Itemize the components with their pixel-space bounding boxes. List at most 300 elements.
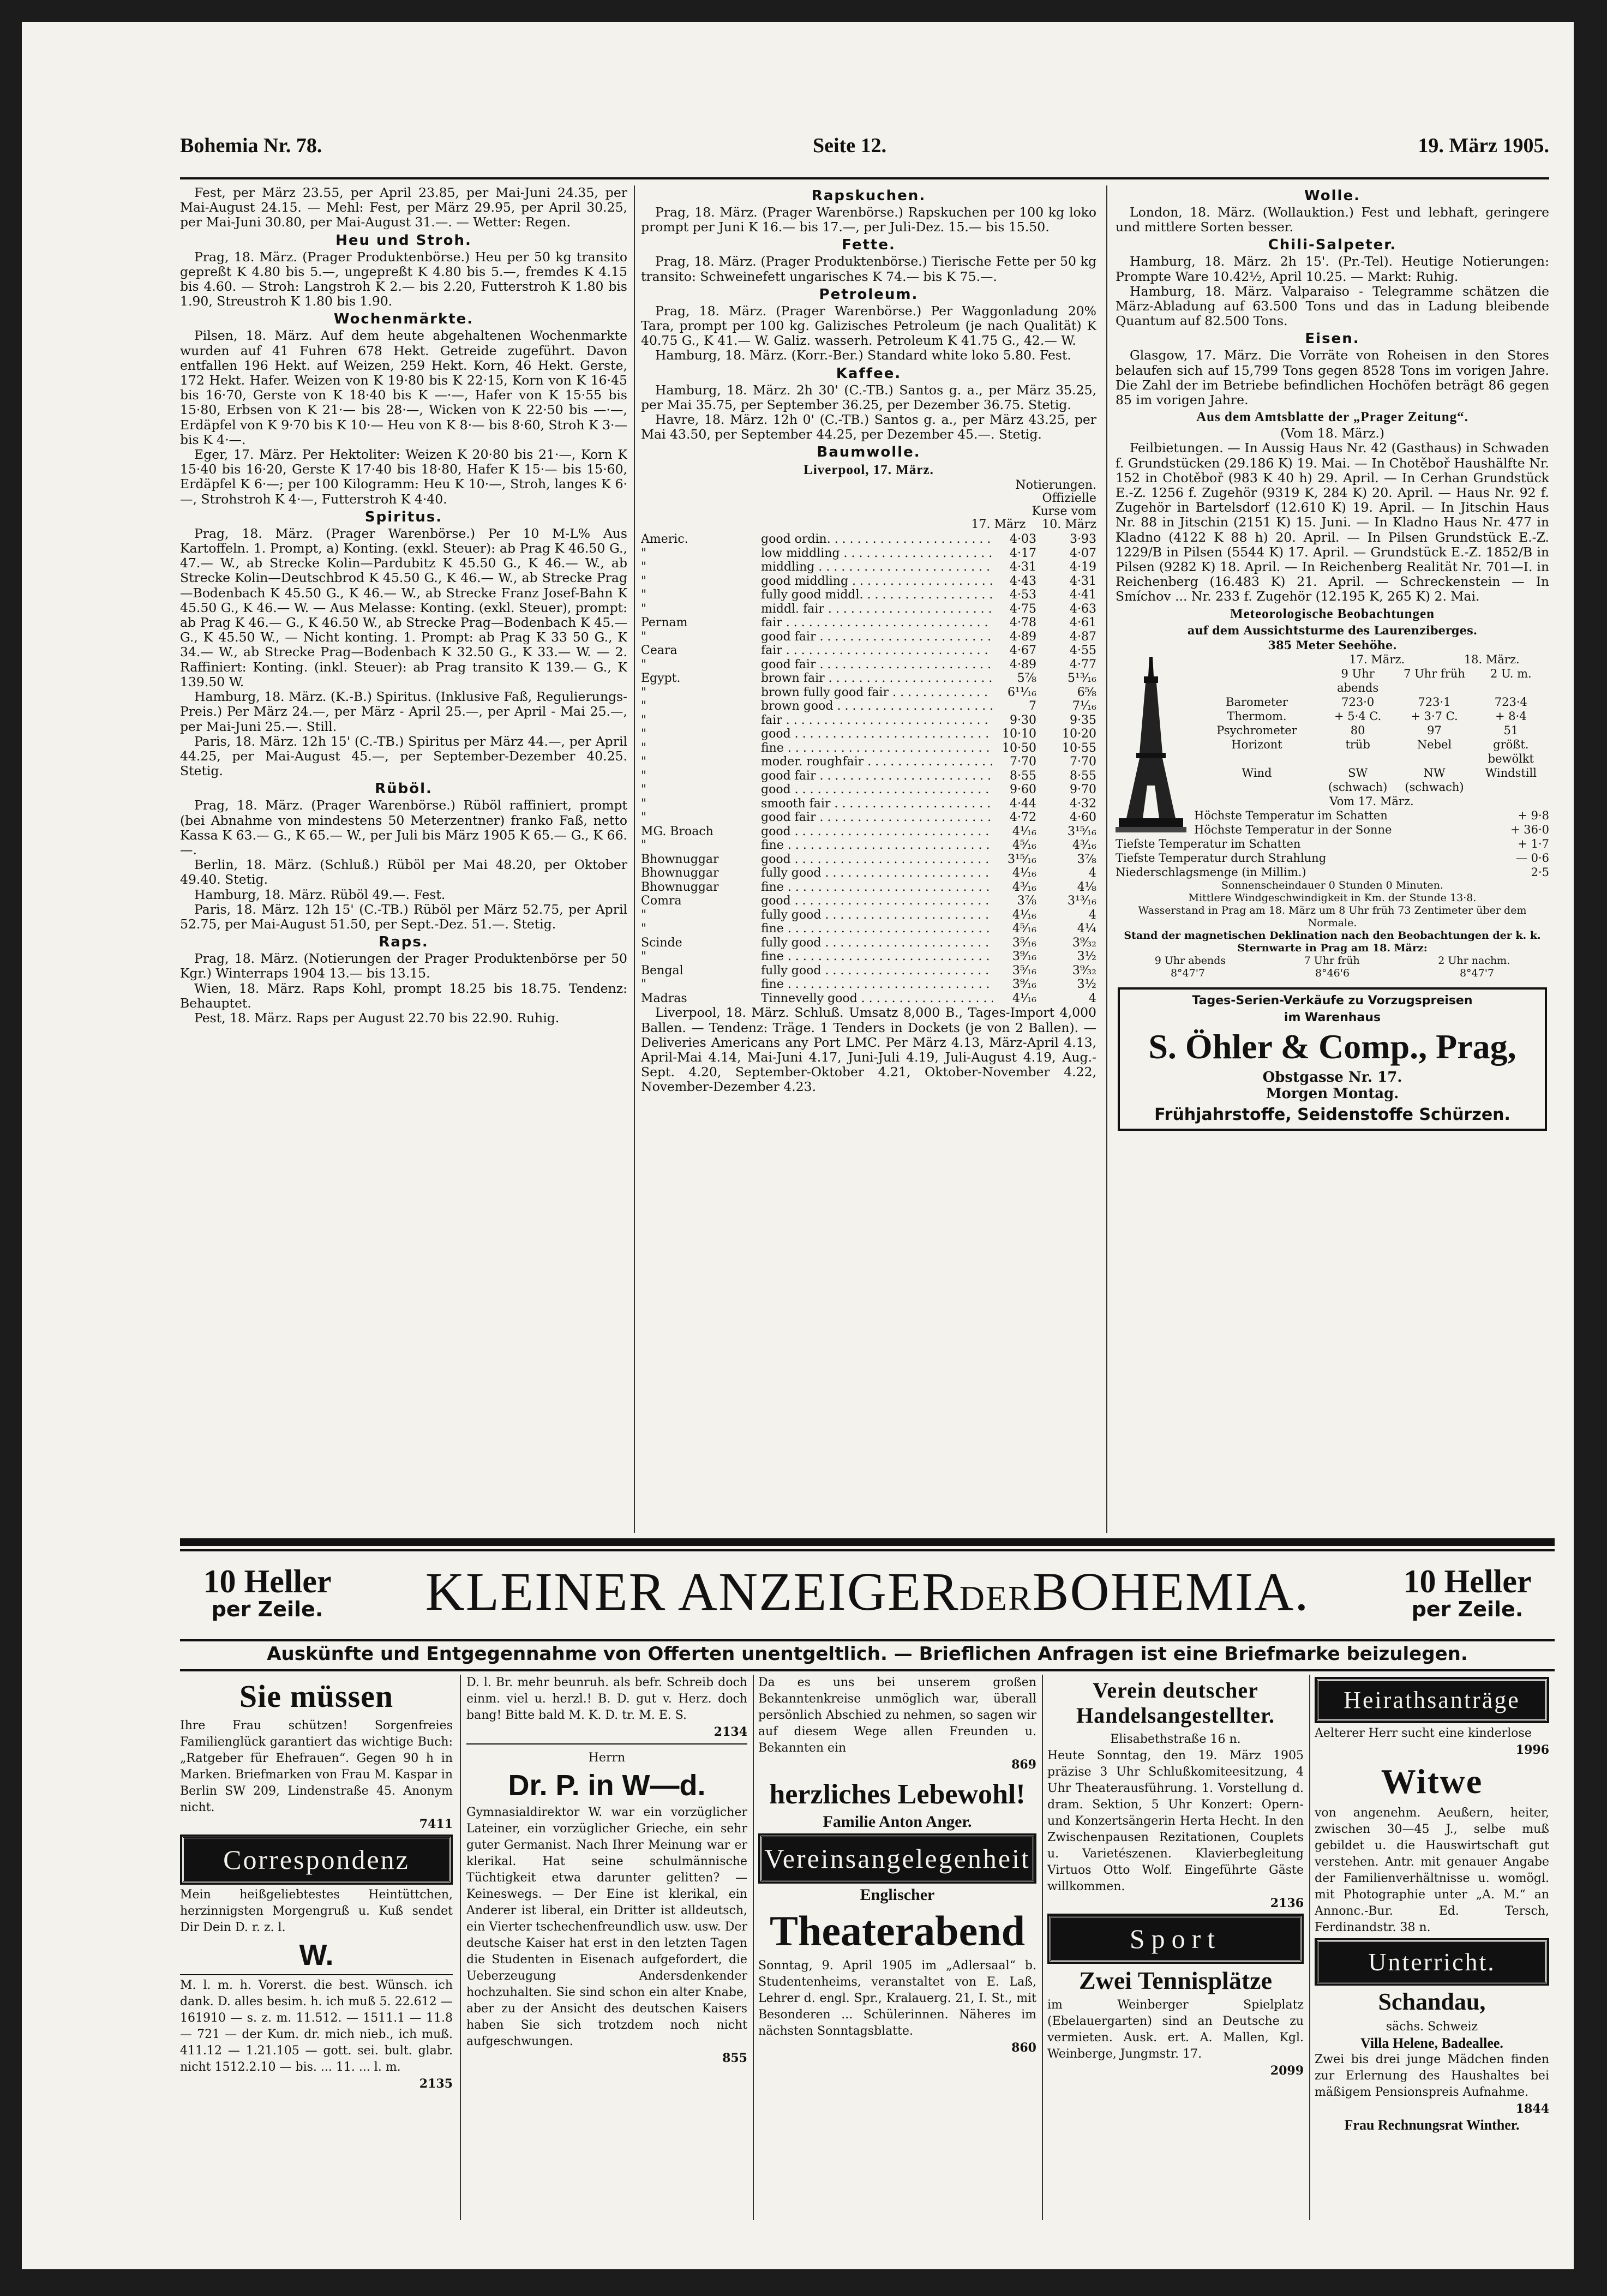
meteo-label: Höchste Temperatur in der Sonne — [1194, 823, 1392, 837]
ad-column-3 — [758, 1675, 1036, 2220]
cotton-row — [641, 699, 1096, 714]
section-heading: Rapskuchen. — [811, 188, 926, 204]
market-report: Prag, 18. März. (Prager Warenbörse.) Per Waggonladung 20% Tara, prompt per 100 kg. Galizisches Petroleum (je nach Qualität) K 40.75 G., K 41.— W. Galiz. wasserh. Petroleum K 41.75 G., 42.— W. — [641, 303, 1096, 349]
cotton-row — [641, 714, 1096, 728]
cotton-origin: " — [641, 727, 647, 741]
column-rule — [1106, 185, 1107, 1533]
market-report: Berlin, 18. März. (Schluß.) Rüböl per Mai 48.20, per Oktober 49.40. Stetig. — [180, 857, 627, 888]
cotton-grade: brown fair . . . — [761, 672, 993, 686]
cotton-price-previous: 4·60 — [1070, 811, 1096, 825]
cotton-grade: good . . . — [761, 825, 993, 839]
meteo-row — [1194, 709, 1549, 723]
meteo-mag-value: 8°47'7 — [1459, 967, 1495, 980]
classified-rule — [180, 1538, 1555, 1546]
cotton-row — [641, 950, 1096, 964]
cotton-grade: good middling . . . — [761, 574, 993, 589]
cotton-price-previous: 7·70 — [1070, 755, 1096, 769]
ad-day: Morgen Montag. — [1266, 1086, 1399, 1102]
ad-subheading: sächs. Schweiz — [1386, 2020, 1478, 2034]
ad-text: Ihre Frau schützen! Sorgenfreies Familienglück garantiert das wichtige Buch: „Ratgeber für Ehefrauen“. Gegen 90 h in Marken. Briefmarken von Frau M. Kaspar in Berlin SW 209, Lindenstraße 45. Anonym nicht. — [180, 1719, 453, 1814]
cotton-grade: fine . . . — [761, 741, 993, 756]
meteo-value: SW (schwach) — [1328, 766, 1388, 794]
cotton-price-previous: 3·93 — [1070, 532, 1096, 547]
cotton-row — [641, 894, 1096, 908]
meteo-value: + 3·7 C. — [1411, 710, 1458, 723]
cotton-grade: brown good . . . — [761, 699, 993, 714]
cotton-price-current: 10·10 — [1002, 727, 1036, 741]
cotton-price-current: 4⁵⁄₁₆ — [1012, 922, 1036, 936]
meteo-altitude: 385 Meter Seehöhe. — [1268, 638, 1397, 652]
ad-signature: Familie Anton Anger. — [823, 1813, 972, 1831]
newspaper-page — [22, 22, 1574, 2269]
ad-text: Da es uns bei unserem großen Bekanntenkreise unmöglich war, überall persönlich Abschied zu nehmen, so sagen wir auf diesem Wege allen Freunden u. Bekannten ein — [758, 1676, 1036, 1755]
price-right-value: 10 Heller — [1403, 1563, 1532, 1599]
cotton-price-current: 4·78 — [1010, 616, 1036, 630]
cotton-price-current: 4·43 — [1010, 574, 1036, 588]
meteo-value: + 5·4 C. — [1334, 710, 1382, 723]
paper-issue: Bohemia Nr. 78. — [180, 134, 322, 157]
cotton-price-current: 10·50 — [1002, 741, 1036, 755]
ad-subheading: Villa Helene, Badeallee. — [1360, 2035, 1503, 2051]
ad-text: Mein heißgeliebtestes Heintüttchen, herzinnigsten Morgengruß u. Kuß sendet Dir Dein D. r. z. l. — [180, 1888, 453, 1934]
cotton-price-previous: 4¹⁄₈ — [1077, 880, 1096, 894]
cotton-price-previous: 4¹⁄₄ — [1077, 922, 1096, 936]
ad-number: 2099 — [1270, 2064, 1304, 2078]
cotton-price-previous: 3½ — [1077, 950, 1096, 964]
ad-category-box: Sport — [1050, 1916, 1302, 1962]
ad-subheading: Englischer — [860, 1886, 935, 1904]
ad-text: Zwei bis drei junge Mädchen finden zur Erlernung des Haushaltes bei mäßigem Pensionspreis Aufnahme. — [1315, 2053, 1549, 2099]
cotton-origin: Americ. — [641, 532, 688, 547]
meteo-label: Barometer — [1226, 696, 1288, 709]
cotton-origin: Madras — [641, 991, 687, 1005]
meteo-mag-value: 8°47'7 — [1170, 967, 1206, 980]
section-heading: Rüböl. — [375, 781, 433, 798]
cotton-origin: Pernam — [641, 616, 688, 630]
ad-firm-name: S. Öhler & Comp., Prag, — [1148, 1027, 1516, 1066]
cotton-grade: fine . . . — [761, 950, 993, 964]
cotton-grade: fair . . . — [761, 714, 993, 728]
meteo-date: 17. März. — [1349, 653, 1405, 667]
cotton-grade: good . . . — [761, 853, 993, 867]
cotton-price-previous: 4·63 — [1070, 602, 1096, 616]
page-number: Seite 12. — [813, 134, 887, 157]
ad-headline: Sie müssen — [239, 1678, 394, 1714]
cotton-header-line: Offizielle — [1042, 491, 1096, 506]
cotton-row — [641, 880, 1096, 895]
meteo-value: 97 — [1427, 724, 1442, 738]
ad-number: 1844 — [1515, 2102, 1549, 2116]
section-heading: Kaffee. — [836, 365, 902, 382]
cotton-price-previous: 3⁹⁄₃₂ — [1072, 963, 1096, 978]
cotton-price-current: 4⁵⁄₁₆ — [1012, 838, 1036, 853]
cotton-price-current: 7·70 — [1010, 755, 1036, 769]
cotton-grade: fully good . . . — [761, 866, 993, 880]
cotton-price-current: 3⁵⁄₁₆ — [1012, 963, 1036, 978]
cotton-row — [641, 547, 1096, 561]
cotton-origin: " — [641, 602, 647, 616]
ad-category-box: Heirathsanträge — [1317, 1679, 1547, 1721]
ad-signature: W. — [299, 1939, 334, 1971]
meteo-value: Windstill — [1485, 766, 1537, 780]
cotton-origin: Bhownuggar — [641, 852, 719, 866]
column-rule — [1309, 1675, 1310, 2220]
cotton-origin: " — [641, 783, 647, 797]
ad-store: im Warenhaus — [1284, 1011, 1381, 1025]
oehler-advertisement — [1118, 987, 1547, 1131]
market-report: Pest, 18. März. Raps per August 22.70 bis 22.90. Ruhig. — [194, 1010, 560, 1026]
price-left — [180, 1563, 355, 1621]
ad-tagline: Tages-Serien-Verkäufe zu Vorzugspreisen — [1192, 994, 1473, 1008]
ad-text: Heute Sonntag, den 19. März 1905 präzise 3 Uhr Schlußkomiteesitzung, 4 Uhr Theaterausführung. 1. Vorstellung d. dram. Sektion, 5 Uhr Konzert: Opern- und Konzertsängerin Herta Hecht. In den Zwischenpausen Rezitationen, Couplets u. Varietészenen. Klavierbegleitung Virtuos Otto Wolf. Eingeführte Gäste willkommen. — [1047, 1749, 1304, 1893]
meteo-label: Thermom. — [1227, 710, 1287, 723]
cotton-origin: " — [641, 574, 647, 588]
cotton-row — [641, 727, 1096, 741]
cotton-grade: fine . . . — [761, 838, 993, 853]
meteo-row — [1194, 766, 1549, 794]
cotton-price-current: 4·17 — [1010, 546, 1036, 560]
market-report: Hamburg, 18. März. 2h 30' (C.-TB.) Santos g. a., per März 35.25, per Mai 35.75, per September 36.25, per Dezember 36.75. Stetig. — [641, 382, 1096, 412]
ad-number: 1996 — [1515, 1743, 1549, 1757]
meteo-value: 51 — [1503, 724, 1519, 738]
section-heading: Heu und Stroh. — [335, 232, 472, 249]
ad-category-box: Unterricht. — [1317, 1940, 1547, 1983]
meteo-extreme-row — [1116, 837, 1549, 851]
ad-column-5 — [1315, 1675, 1549, 2220]
meteo-from: Vom 17. März. — [1329, 795, 1414, 808]
cotton-origin: " — [641, 769, 647, 783]
section-heading: Baumwolle. — [817, 444, 921, 461]
cotton-row — [641, 532, 1096, 547]
section-heading: Spiritus. — [364, 508, 443, 525]
cotton-origin: Bhownuggar — [641, 866, 719, 880]
cotton-price-previous: 4 — [1089, 908, 1096, 922]
column-rule — [634, 185, 635, 1533]
cotton-origin: " — [641, 908, 647, 922]
meteo-water: Wasserstand in Prag am 18. März um 8 Uhr früh 73 Zentimeter über dem Normale. — [1138, 904, 1527, 930]
cotton-grade: fully good . . . — [761, 908, 993, 922]
cotton-origin: MG. Broach — [641, 824, 713, 838]
ad-headline: Witwe — [1381, 1762, 1483, 1801]
meteo-value: + 9·8 — [1518, 809, 1549, 823]
cotton-price-previous: 10·20 — [1062, 727, 1096, 741]
meteo-extreme-row — [1194, 823, 1549, 837]
market-report: Paris, 18. März. 12h 15' (C.-TB.) Spiritus per März 44.—, per April 44.25, per Mai-August 45.—, per September-Dezember 40.25. Stetig. — [180, 733, 627, 779]
cotton-row — [641, 825, 1096, 839]
ad-headline: Schandau, — [1378, 1988, 1486, 2015]
cotton-row — [641, 853, 1096, 867]
cotton-table-header — [641, 479, 1096, 531]
cotton-price-previous: 4 — [1089, 866, 1096, 880]
cotton-origin: " — [641, 838, 647, 853]
cotton-origin: Bhownuggar — [641, 880, 719, 894]
cotton-origin: " — [641, 741, 647, 755]
cotton-table — [641, 532, 1096, 1005]
ad-category-box: Correspondenz — [182, 1837, 451, 1883]
meteo-label: Tiefste Temperatur durch Strahlung — [1116, 852, 1327, 865]
meteo-value: Nebel — [1417, 738, 1452, 752]
cotton-grade: good . . . — [761, 727, 993, 741]
cotton-row — [641, 644, 1096, 658]
cotton-row — [641, 783, 1096, 797]
cotton-row — [641, 797, 1096, 811]
cotton-price-previous: 7¹⁄₁₆ — [1072, 699, 1096, 714]
cotton-row — [641, 588, 1096, 602]
meteo-extreme-row — [1116, 851, 1549, 865]
cotton-price-current: 4·72 — [1010, 811, 1036, 825]
market-report: Eger, 17. März. Per Hektoliter: Weizen K 20·80 bis 21·—, Korn K 15·40 bis 16·20, Gerste K 17·40 bis 18·80, Hafer K 15·— bis 15·60, Erdäpfel K 6·—; per 100 Kilogramm: Heu K 10·—, Stroh, langes K 6·—, Strohstroh K 4·—, Futterstroh K 4·40. — [180, 447, 627, 507]
cotton-origin: " — [641, 630, 647, 644]
cotton-price-current: 4¹⁄₁₆ — [1012, 824, 1036, 838]
cotton-price-previous: 3⁹⁄₃₂ — [1072, 936, 1096, 950]
classified-rule — [180, 1639, 1555, 1641]
cotton-price-current: 4·44 — [1010, 796, 1036, 811]
market-report: Fest, per März 23.55, per April 23.85, per Mai-Juni 24.35, per Mai-August 24.15. — Mehl: Fest, per März 29.95, per April 30.25, per Mai-Juni 30.80, per Mai-August 31.—. — Wetter: Regen. — [180, 185, 627, 230]
ad-headline: herzliches Lebewohl! — [769, 1779, 1026, 1810]
market-report: Liverpool, 18. März. Schluß. Umsatz 8,000 B., Tages-Import 4,000 Ballen. — Tendenz: Träge. 1 Tenders in Dockets (je von 2 Ballen). — Deliveries Americans any Port LMC. Per März 4.13, März-April 4.13, April-Mai 4.14, Mai-Juni 4.17, Juni-Juli 4.19, Juli-August 4.19, Aug.-Sept. 4.20, September-Oktober 4.21, Oktober-November 4.22, November-Dezember 4.23. — [641, 1005, 1096, 1095]
cotton-origin: " — [641, 811, 647, 825]
title-part: KLEINER ANZEIGER — [425, 1561, 960, 1622]
column-rule — [460, 1675, 461, 2220]
cotton-row — [641, 602, 1096, 616]
cotton-date-col: 17. März — [971, 518, 1026, 532]
column-2 — [641, 185, 1096, 1533]
cotton-price-current: 4·67 — [1010, 644, 1036, 658]
cotton-origin: Egypt. — [641, 672, 681, 686]
cotton-grade: fair . . . — [761, 644, 993, 658]
meteo-label: Höchste Temperatur im Schatten — [1194, 809, 1388, 823]
cotton-grade: fine . . . — [761, 978, 993, 992]
cotton-grade: good fair . . . — [761, 811, 993, 825]
cotton-row — [641, 769, 1096, 783]
cotton-origin: Ceara — [641, 644, 677, 658]
section-heading: Fette. — [842, 237, 896, 254]
meteo-value: 723·1 — [1418, 696, 1451, 709]
meteo-sunshine: Sonnenscheindauer 0 Stunden 0 Minuten. — [1221, 879, 1443, 892]
ad-text: D. l. Br. mehr beunruh. als befr. Schreib doch einm. viel u. herzl.! B. D. gut v. Herz. doch bang! Bitte bald M. K. D. tr. M. E. S. — [466, 1676, 747, 1722]
cotton-grade: good fair . . . — [761, 769, 993, 783]
cotton-price-current: 4³⁄₁₆ — [1012, 880, 1036, 894]
meteo-mag-time: 2 Uhr nachm. — [1438, 955, 1510, 967]
section-subheading: (Vom 18. März.) — [1280, 425, 1385, 441]
ad-number: 869 — [1011, 1758, 1036, 1772]
cotton-date-col: 10. März — [1042, 518, 1096, 532]
price-right-unit: per Zeile. — [1411, 1597, 1524, 1621]
cotton-price-current: 3⁹⁄₁₆ — [1012, 978, 1036, 992]
classified-rule — [180, 1549, 1555, 1551]
section-heading: Petroleum. — [819, 286, 919, 303]
section-heading: Raps. — [379, 934, 429, 951]
section-heading: Wochenmärkte. — [333, 311, 474, 328]
ad-text: Gymnasialdirektor W. war ein vorzüglicher Lateiner, ein vorzüglicher Grieche, ein sehr guter Germanist. Nach Ihrer Meinung war er klerikal. Hat seine schulmännische Tüchtigkeit etwa darunter gelitten? — Keineswegs. — Der Eine ist klerikal, ein Anderer ist liberal, ein Dritter ist alldeutsch, ein Vierter tschechenfreundlich usw. usw. Der deutsche Kaiser hat erst in den letzten Tagen die Studenten in Eisenach aufgefordert, die Ueberzeugung Andersdenkender hochzuhalten. Sie sind schon ein alter Knabe, aber zu der Ansicht des deutschen Kaisers haben Sie sich trotzdem noch nicht aufgeschwungen. — [466, 1806, 747, 2048]
cotton-row — [641, 866, 1096, 880]
header-rule — [180, 177, 1549, 179]
cotton-origin: " — [641, 685, 647, 699]
cotton-row — [641, 560, 1096, 574]
cotton-origin: " — [641, 713, 647, 727]
column-3 — [1116, 185, 1549, 1533]
cotton-origin: Comra — [641, 894, 682, 908]
cotton-price-previous: 9·35 — [1070, 713, 1096, 727]
ad-headline: Verein deutscher Handelsangestellter. — [1076, 1678, 1275, 1728]
ad-signature: Frau Rechnungsrat Winther. — [1344, 2117, 1520, 2133]
cotton-price-current: 3⁷⁄₈ — [1017, 894, 1036, 908]
classified-notice: Auskünfte und Entgegennahme von Offerten unentgeltlich. — Brieflichen Anfragen ist eine Briefmarke beizulegen. — [267, 1643, 1468, 1665]
ad-number: 2136 — [1270, 1896, 1304, 1910]
cotton-price-previous: 4·55 — [1070, 644, 1096, 658]
market-report: Prag, 18. März. (Prager Produktenbörse.) Heu per 50 kg transito gepreßt K 4.80 bis 5.—, ungepreßt K 4.80 bis 5.—, fremdes K 4.15 bis 4.60. — Stroh: Langstroh K 2.— bis 2.20, Futterstroh K 1.80 bis 1.90, Streustroh K 1.80 bis 1.90. — [180, 249, 627, 309]
cotton-price-current: 4·03 — [1010, 532, 1036, 547]
cotton-price-previous: 8·55 — [1070, 769, 1096, 783]
cotton-origin: " — [641, 560, 647, 574]
cotton-price-previous: 4·31 — [1070, 574, 1096, 588]
market-report: Glasgow, 17. März. Die Vorräte von Roheisen in den Stores belaufen sich auf 15,799 Tons gegen 8528 Tons im vorigen Jahre. Die Zahl der im Betriebe befindlichen Hochöfen beträgt 86 gegen 85 im vorigen Jahre. — [1116, 347, 1549, 408]
market-report: Prag, 18. März. (Notierungen der Prager Produktenbörse per 50 Kgr.) Winterraps 1904 13.— bis 13.15. — [180, 951, 627, 981]
meteo-value: + 36·0 — [1510, 823, 1549, 837]
ad-products: Frühjahrstoffe, Seidenstoffe Schürzen. — [1154, 1105, 1510, 1125]
meteo-location: auf dem Aussichtsturme des Laurenziberges. — [1187, 623, 1478, 637]
cotton-row — [641, 686, 1096, 700]
market-report: Prag, 18. März. (Prager Warenbörse.) Per 10 M-L% Aus Kartoffeln. 1. Prompt, a) Konting. (exkl. Steuer): ab Prag K 46.50 G., 47.— W., ab Strecke Kolin—Pardubitz K 45.50 G., K 46.— W., ab Strecke Kolin—Deutschbrod K 45.50 G., K 46.— W., ab Strecke Prag—Bodenbach K 45.50 G., K 46.— W., ab Strecke Franz Josef-Bahn K 45.50 G., K 46.— W. — Aus Melasse: Konting. (exkl. Steuer), prompt: ab Prag K 46.— G., K 46.50 W., ab Strecke Prag—Bodenbach K 45.— G., K 45.50 W., — Nicht konting. 1. Prompt: ab Prag K 33 50 G., K 34.— W., ab Strecke Prag—Bodenbach K 32.50 G., K 33.— W. — 2. Raffiniert: Konting. (inkl. Steuer): ab Prag transito K 139.— G., K 139.50 W. — [180, 525, 627, 690]
cotton-row — [641, 936, 1096, 950]
ad-category-box: Vereinsangelegenheit — [760, 1836, 1034, 1881]
cotton-price-current: 4¹⁄₁₆ — [1012, 991, 1036, 1005]
cotton-price-previous: 10·55 — [1062, 741, 1096, 755]
price-left-value: 10 Heller — [203, 1563, 332, 1599]
cotton-price-previous: 4·07 — [1070, 546, 1096, 560]
cotton-price-previous: 4³⁄₁₆ — [1072, 838, 1096, 853]
subsection-heading: Liverpool, 17. März. — [804, 463, 934, 478]
market-report: Prag, 18. März. (Prager Produktenbörse.) Tierische Fette per 50 kg transito: Schweinefett ungarisches K 74.— bis K 75.—. — [641, 254, 1096, 284]
cotton-price-previous: 4·87 — [1070, 630, 1096, 644]
price-left-unit: per Zeile. — [211, 1597, 323, 1621]
cotton-row — [641, 838, 1096, 853]
cotton-grade: good fair . . . — [761, 630, 993, 644]
meteo-label: Tiefste Temperatur im Schatten — [1116, 837, 1301, 851]
meteo-value: NW (schwach) — [1405, 766, 1464, 794]
meteo-time: 2 U. m. — [1490, 667, 1532, 681]
cotton-grade: fully good . . . — [761, 964, 993, 978]
meteo-label: Psychrometer — [1216, 724, 1297, 738]
cotton-price-previous: 3⁷⁄₈ — [1077, 852, 1096, 866]
cotton-price-previous: 6⁵⁄₈ — [1077, 685, 1096, 699]
classified-rule — [180, 1669, 1555, 1671]
page-header — [180, 134, 1549, 166]
cotton-price-current: 8·55 — [1010, 769, 1036, 783]
cotton-row — [641, 755, 1096, 769]
cotton-price-current: 4·75 — [1010, 602, 1036, 616]
cotton-origin: " — [641, 657, 647, 672]
cotton-price-current: 9·30 — [1010, 713, 1036, 727]
column-1 — [180, 185, 627, 1533]
meteo-label: Horizont — [1231, 738, 1282, 752]
meteo-value: + 8·4 — [1495, 710, 1527, 723]
market-report: Wien, 18. März. Raps Kohl, prompt 18.25 bis 18.75. Tendenz: Behauptet. — [180, 980, 627, 1011]
classified-header — [180, 1555, 1555, 1653]
cotton-row — [641, 658, 1096, 672]
cotton-origin: " — [641, 796, 647, 811]
cotton-price-previous: 4·41 — [1070, 588, 1096, 602]
ad-text: im Weinberger Spielplatz (Ebelauergarten) sind an Deutsche zu vermieten. Ausk. ert. A. Mallen, Kgl. Weinberge, Jungmstr. 17. — [1047, 1998, 1304, 2061]
cotton-grade: middling . . . — [761, 560, 993, 574]
cotton-row — [641, 672, 1096, 686]
title-part: DER — [959, 1579, 1033, 1617]
ad-headline: Theaterabend — [770, 1907, 1025, 1955]
market-report: Pilsen, 18. März. Auf dem heute abgehaltenen Wochenmarkte wurden auf 41 Fuhren 678 Hekt. Getreide zugeführt. Davon entfallen 196 Hekt. auf Weizen, 259 Hekt. Korn, 46 Hekt. Gerste, 172 Hekt. Hafer. Weizen von K 19·80 bis K 22·15, Korn von K 16·45 bis 16·70, Gerste von K 18·40 bis K —·—, Hafer von K 15·55 bis 15·80, Erbsen von K 21·— bis 28·—, Wicken von K 22·50 bis —·—, Erdäpfel von K 9·70 bis K 10·— Heu von K 8·— bis 8·60, Stroh K 3·— bis K 4·—. — [180, 328, 627, 447]
meteo-row — [1194, 738, 1549, 766]
meteo-time: 7 Uhr früh — [1404, 667, 1465, 681]
column-rule — [753, 1675, 754, 2220]
cotton-grade: Tinnevelly good . . . — [761, 992, 993, 1006]
cotton-grade: good . . . — [761, 894, 993, 908]
lookout-tower-illustration — [1116, 655, 1186, 835]
ad-column-1 — [180, 1675, 453, 2220]
cotton-price-previous: 4·19 — [1070, 560, 1096, 574]
cotton-row — [641, 741, 1096, 756]
meteo-label: Wind — [1242, 766, 1272, 780]
cotton-price-previous: 3½ — [1077, 978, 1096, 992]
meteo-value: 2·5 — [1531, 866, 1549, 879]
cotton-price-current: 4·89 — [1010, 630, 1036, 644]
cotton-price-current: 9·60 — [1010, 783, 1036, 797]
meteo-mag-time: 7 Uhr früh — [1304, 955, 1360, 967]
cotton-price-current: 3⁵⁄₁₆ — [1012, 936, 1036, 950]
cotton-price-previous: 4·77 — [1070, 657, 1096, 672]
cotton-row — [641, 964, 1096, 978]
cotton-row — [641, 616, 1096, 630]
cotton-price-current: 4·31 — [1010, 560, 1036, 574]
cotton-grade: fair . . . — [761, 616, 993, 630]
market-report: London, 18. März. (Wollauktion.) Fest und lebhaft, geringere und mittlere Sorten besser. — [1116, 205, 1549, 235]
cotton-row — [641, 922, 1096, 936]
meteo-wind: Mittlere Windgeschwindigkeit in Km. der Stunde 13·8. — [1188, 892, 1477, 904]
cotton-price-current: 7 — [1029, 699, 1036, 714]
section-heading: Chili-Salpeter. — [1268, 237, 1397, 254]
cotton-price-current: 3¹⁵⁄₁₆ — [1008, 852, 1036, 866]
cotton-price-previous: 9·70 — [1070, 783, 1096, 797]
cotton-price-previous: 4·61 — [1070, 616, 1096, 630]
market-report: Paris, 18. März. 12h 15' (C.-TB.) Rüböl per März 52.75, per April 52.75, per Mai-August 51.50, per Sept.-Dez. 51.—. Stetig. — [180, 901, 627, 932]
ad-salutation: Herrn — [466, 1743, 747, 1766]
cotton-row — [641, 978, 1096, 992]
cotton-grade: fully good middl. . . . — [761, 588, 993, 602]
cotton-price-current: 4·89 — [1010, 657, 1036, 672]
cotton-grade: moder. roughfair . . . — [761, 755, 993, 769]
column-rule — [1042, 1675, 1043, 2220]
cotton-origin: " — [641, 699, 647, 714]
cotton-price-current: 4¹⁄₁₆ — [1012, 866, 1036, 880]
ad-number: 7411 — [419, 1817, 453, 1831]
cotton-grade: smooth fair . . . — [761, 797, 993, 811]
ad-text: von angenehm. Aeußern, heiter, zwischen 30—45 J., selbe muß gebildet u. die Hauswirtschaft gut verstehen. Antr. mit genauer Angabe der Familienverhältnisse u. womögl. mit Photographie unter „A. M.“ an Annonc.-Bur. Ed. Tersch, Ferdinandstr. 38 n. — [1315, 1806, 1549, 1934]
cotton-price-current: 4·53 — [1010, 588, 1036, 602]
market-report: Hamburg, 18. März. Rüböl 49.—. Fest. — [194, 886, 446, 902]
cotton-grade: good ordin. . . . — [761, 532, 993, 547]
cotton-grade: fine . . . — [761, 880, 993, 895]
title-part: BOHEMIA. — [1032, 1561, 1310, 1622]
cotton-price-current: 5⅞ — [1017, 672, 1036, 686]
meteo-row — [1194, 723, 1549, 738]
ad-number: 855 — [722, 2051, 747, 2065]
cotton-grade: good fair . . . — [761, 658, 993, 672]
meteo-time: 9 Uhr abends — [1337, 667, 1379, 695]
meteo-mag-time: 9 Uhr abends — [1154, 955, 1226, 967]
section-heading: Aus dem Amtsblatte der „Prager Zeitung“. — [1196, 410, 1468, 425]
ad-headline: Dr. P. in W—d. — [508, 1769, 706, 1802]
section-heading: Wolle. — [1304, 188, 1360, 204]
official-notices: Feilbietungen. — In Aussig Haus Nr. 42 (Gasthaus) in Schwaden f. Grundstücken (29.186 K) 19. Mai. — In Chotěboř Haushälfte Nr. 152 in Chotěboř (983 K 40 h) 29. April. — In Cerhan Grundstück E.-Z. 1256 f. Zugehör (9319 K, 284 K) 20. April. — Haus Nr. 92 f. Zugehör in Bartelsdorf (12.610 K) 19. April. — In Jitschin Haus Nr. 88 in Jitschin (2151 K) 15. Juni. — In Kladno Haus Nr. 477 in Kladno (4122 K 88 h) 20. April. — In Pilsen Grundstück E.-Z. 1229/B in Pilsen (5544 K) 17. April. — Grundstück E.-Z. 1852/B in Pilsen (9282 K) 18. April. — In Reichenberg Realität Nr. 701—I. in Reichenberg (16.483 K) 21. April. — Schreckenstein — In Smíchov ... Nr. 233 f. Zugehör (12.195 K, 265 K) 2. Mai. — [1116, 440, 1549, 604]
cotton-grade: fine . . . — [761, 922, 993, 936]
